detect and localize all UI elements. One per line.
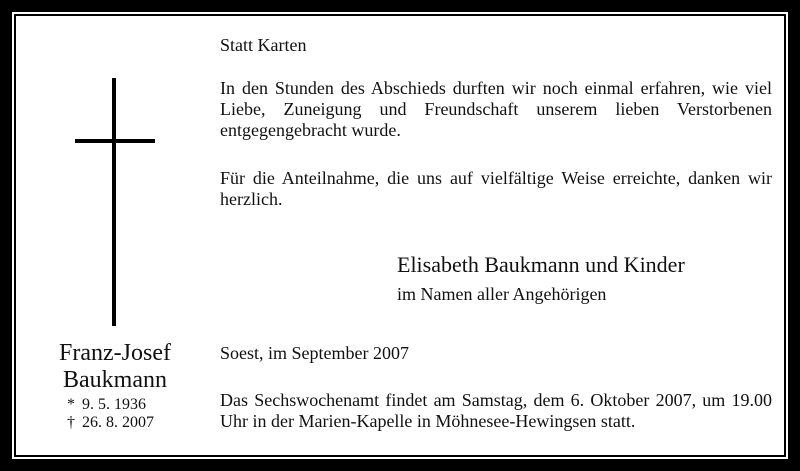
birth-date: 9. 5. 1936: [82, 396, 146, 413]
cross-icon: [75, 78, 155, 326]
deceased-name: [40, 340, 190, 394]
memorial-service-paragraph: Das Sechswochenamt findet am Samstag, dem 6. Oktober 2007, um 19.00 Uhr in der Marien-Kapelle in Möhnesee-Hewingsen statt.: [220, 390, 772, 431]
death-cross-icon: †: [67, 414, 75, 431]
place-date: Soest, im September 2007: [220, 343, 409, 363]
birth-star-icon: *: [67, 396, 75, 413]
signers-name: Elisabeth Baukmann und Kinder: [397, 252, 685, 277]
cross-horizontal-bar: [75, 139, 155, 143]
deceased-last-name: Baukmann: [63, 367, 167, 393]
thanks-paragraph: In den Stunden des Abschieds durften wir noch einmal erfahren, wie viel Liebe, Zuneigung und Freundschaft unserem lieben Verstorbenen entgegengebracht wurde.: [220, 78, 772, 140]
cross-vertical-bar: [112, 78, 116, 326]
death-date: 26. 8. 2007: [82, 414, 154, 431]
life-dates: [64, 396, 174, 432]
death-row: [64, 414, 174, 432]
signers-subtitle: im Namen aller Angehörigen: [397, 284, 607, 304]
deceased-first-name: Franz-Josef: [59, 340, 171, 366]
birth-row: [64, 396, 174, 414]
sympathy-paragraph: Für die Anteilnahme, die uns auf vielfältige Weise erreichte, danken wir herzlich.: [220, 168, 772, 209]
notice-heading: Statt Karten: [220, 35, 307, 55]
